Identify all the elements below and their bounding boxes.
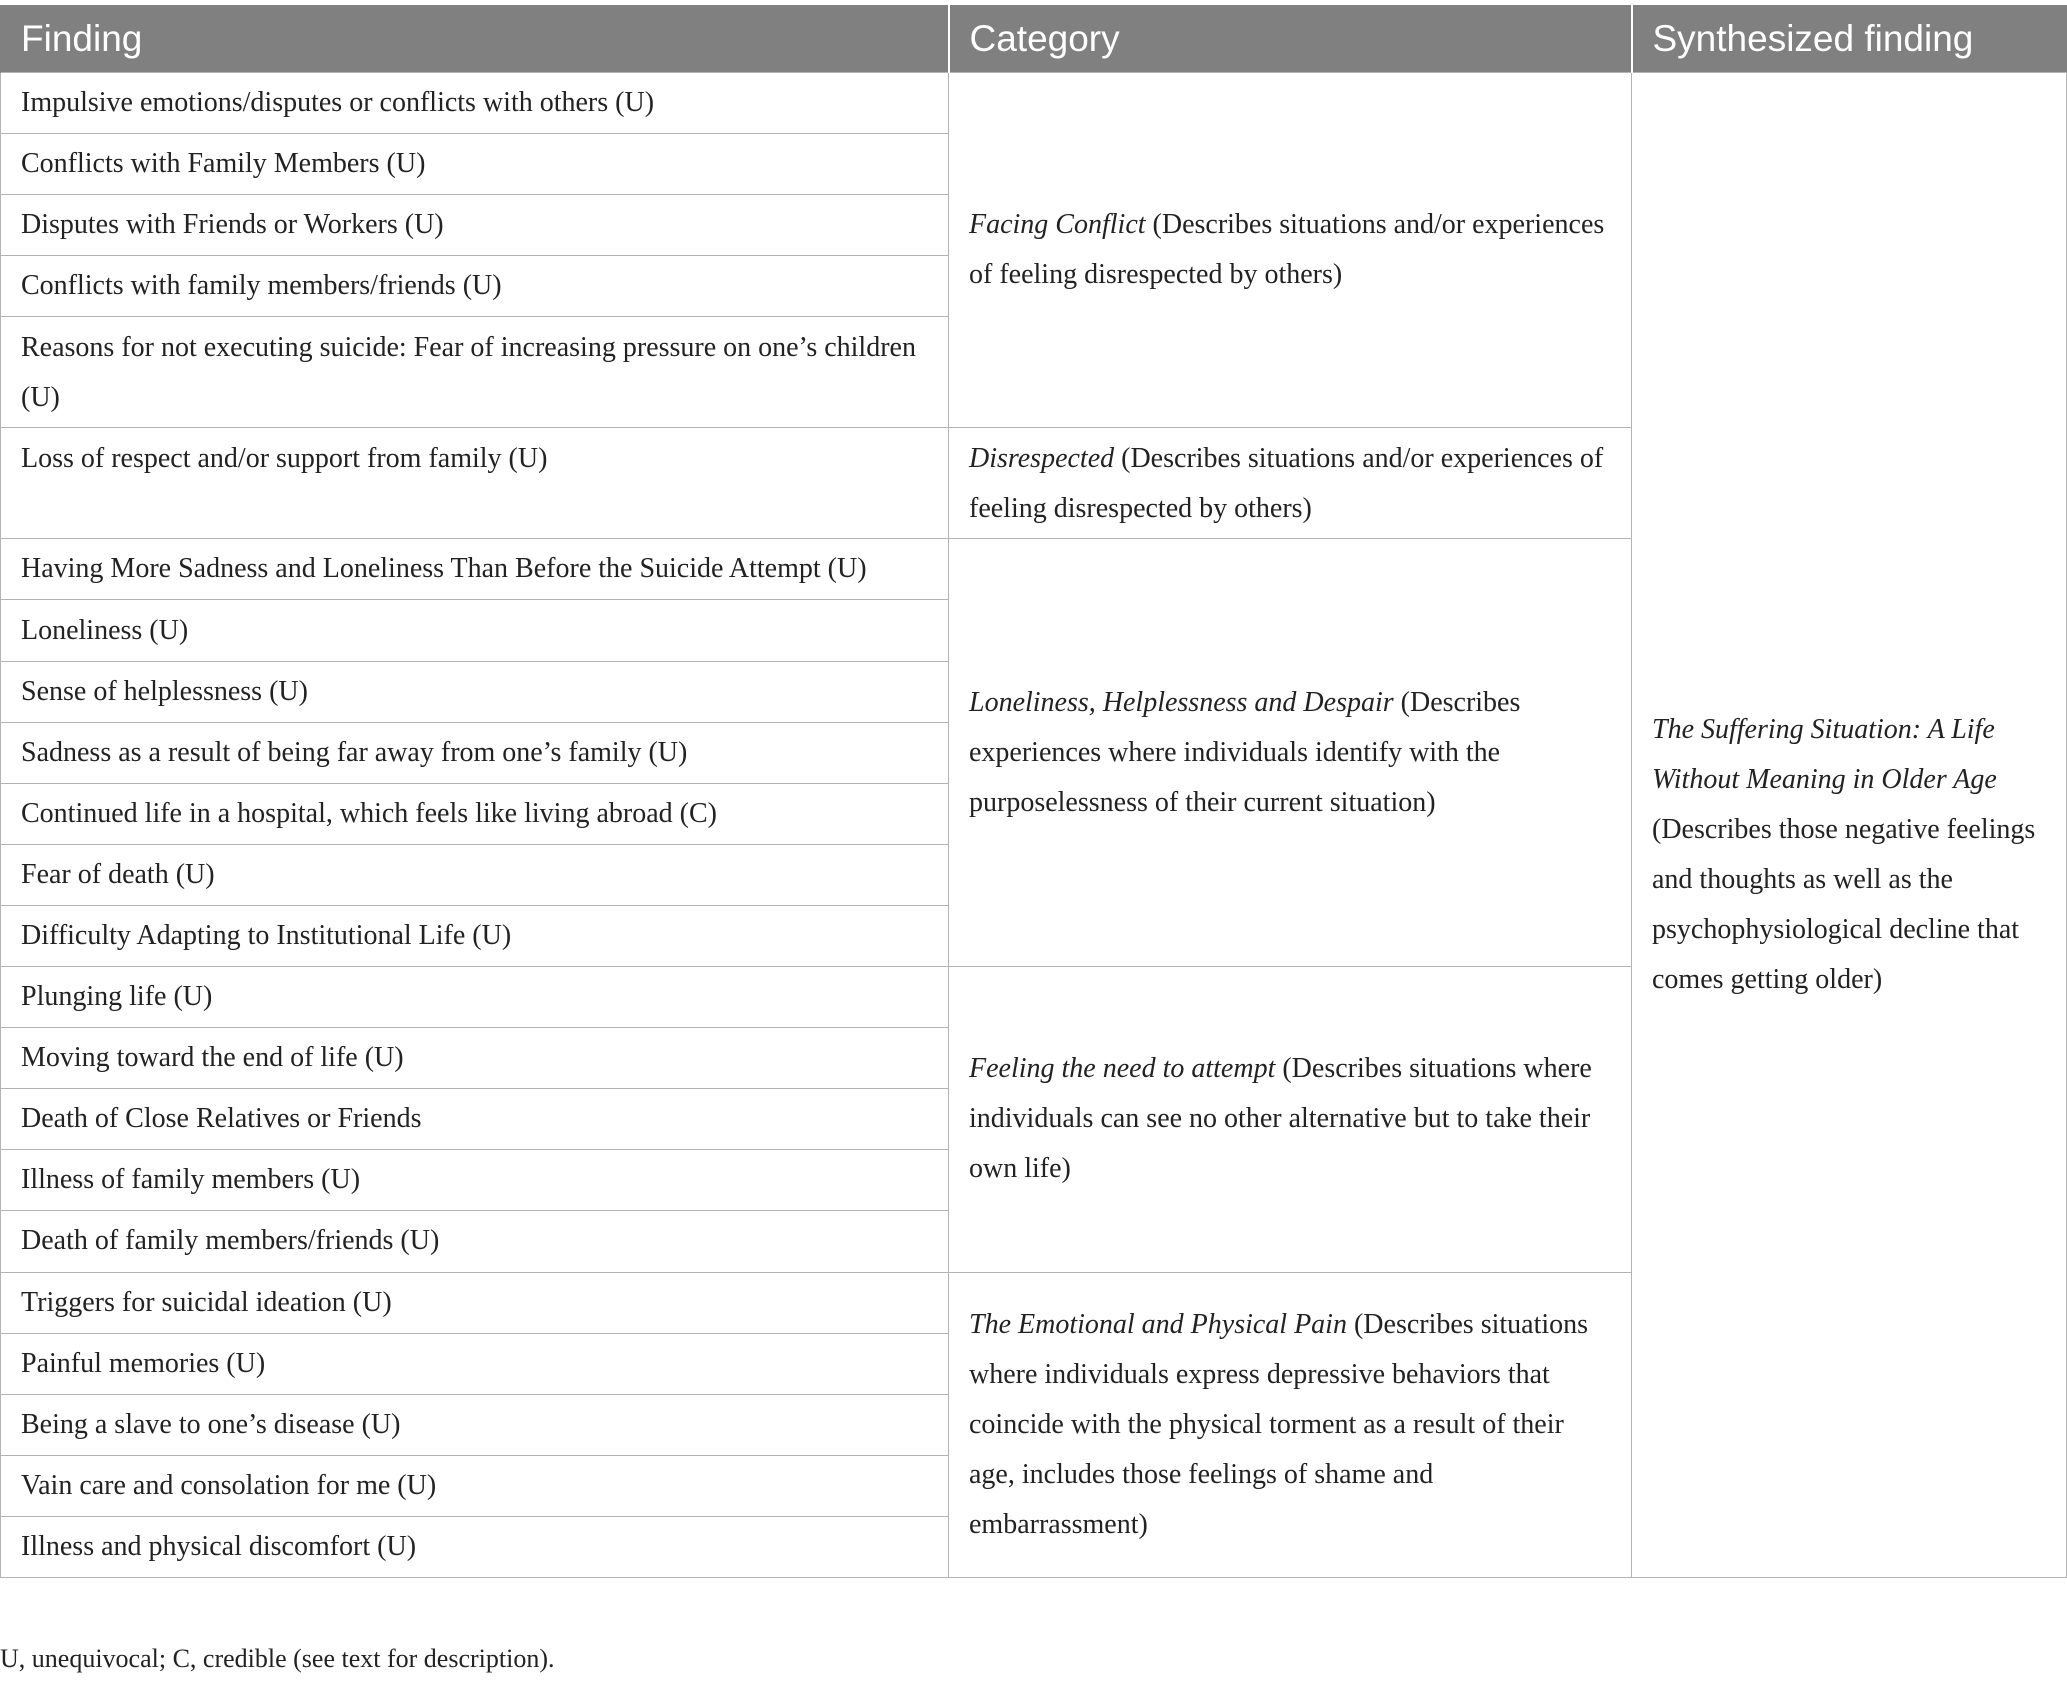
finding-cell: Illness of family members (U): [1, 1150, 949, 1211]
finding-cell: Fear of death (U): [1, 844, 949, 905]
category-name: The Emotional and Physical Pain: [969, 1308, 1347, 1340]
header-synthesized-finding: Synthesized finding: [1632, 5, 2067, 73]
category-name: Disrespected: [969, 443, 1115, 475]
category-description: (Describes situations where individuals can see no other alternative but to take their own life): [969, 1053, 1592, 1185]
finding-cell: Reasons for not executing suicide: Fear of increasing pressure on one’s children (U): [1, 317, 949, 428]
finding-cell: Having More Sadness and Loneliness Than Before the Suicide Attempt (U): [1, 539, 949, 600]
finding-cell: Vain care and consolation for me (U): [1, 1455, 949, 1516]
finding-cell: Disputes with Friends or Workers (U): [1, 195, 949, 256]
header-category: Category: [949, 5, 1632, 73]
category-description: (Describes situations and/or experiences of feeling disrespected by others): [969, 443, 1604, 525]
finding-cell: Illness and physical discomfort (U): [1, 1516, 949, 1577]
finding-cell: Sense of helplessness (U): [1, 661, 949, 722]
synthesized-finding-cell: [1632, 73, 2067, 1578]
table-footnote: U, unequivocal; C, credible (see text for description).: [0, 1644, 555, 1673]
category-description: (Describes situations where individuals express depressive behaviors that coincide with the physical torment as a result of their age, includes those feelings of shame and embarrassment): [969, 1308, 1589, 1540]
table-row: [1, 73, 2067, 134]
category-name: Loneliness, Helplessness and Despair: [969, 686, 1394, 718]
finding-cell: Difficulty Adapting to Institutional Life (U): [1, 905, 949, 966]
finding-cell: Impulsive emotions/disputes or conflicts with others (U): [1, 73, 949, 134]
category-description: (Describes situations and/or experiences of feeling disrespected by others): [969, 209, 1605, 291]
finding-cell: Plunging life (U): [1, 967, 949, 1028]
synthesized-description: (Describes those negative feelings and thoughts as well as the psychophysiological decline that comes getting older): [1652, 813, 2036, 995]
findings-table: [0, 5, 2067, 1578]
category-name: Feeling the need to attempt: [969, 1053, 1276, 1085]
finding-cell: Death of family members/friends (U): [1, 1211, 949, 1272]
category-description: (Describes experiences where individuals identify with the purposelessness of their current situation): [969, 686, 1521, 818]
finding-cell: Loneliness (U): [1, 600, 949, 661]
category-cell-facing-conflict: [949, 73, 1632, 428]
category-cell-disrespected: [949, 428, 1632, 539]
synthesized-name: The Suffering Situation: A Life Without Meaning in Older Age: [1652, 713, 1997, 795]
finding-cell: Painful memories (U): [1, 1333, 949, 1394]
category-cell-need-to-attempt: [949, 967, 1632, 1272]
category-name: Facing Conflict: [969, 209, 1146, 241]
finding-cell: Being a slave to one’s disease (U): [1, 1394, 949, 1455]
finding-cell: Continued life in a hospital, which feels like living abroad (C): [1, 783, 949, 844]
finding-cell: Death of Close Relatives or Friends: [1, 1089, 949, 1150]
category-cell-loneliness: [949, 539, 1632, 967]
finding-cell: Triggers for suicidal ideation (U): [1, 1272, 949, 1333]
finding-cell: Conflicts with family members/friends (U): [1, 256, 949, 317]
finding-cell: Sadness as a result of being far away from one’s family (U): [1, 722, 949, 783]
header-finding: Finding: [1, 5, 949, 73]
finding-cell: Moving toward the end of life (U): [1, 1028, 949, 1089]
header-row: [1, 5, 2067, 73]
category-cell-emotional-physical-pain: [949, 1272, 1632, 1577]
finding-cell: Conflicts with Family Members (U): [1, 134, 949, 195]
finding-cell: Loss of respect and/or support from family (U): [1, 428, 949, 539]
